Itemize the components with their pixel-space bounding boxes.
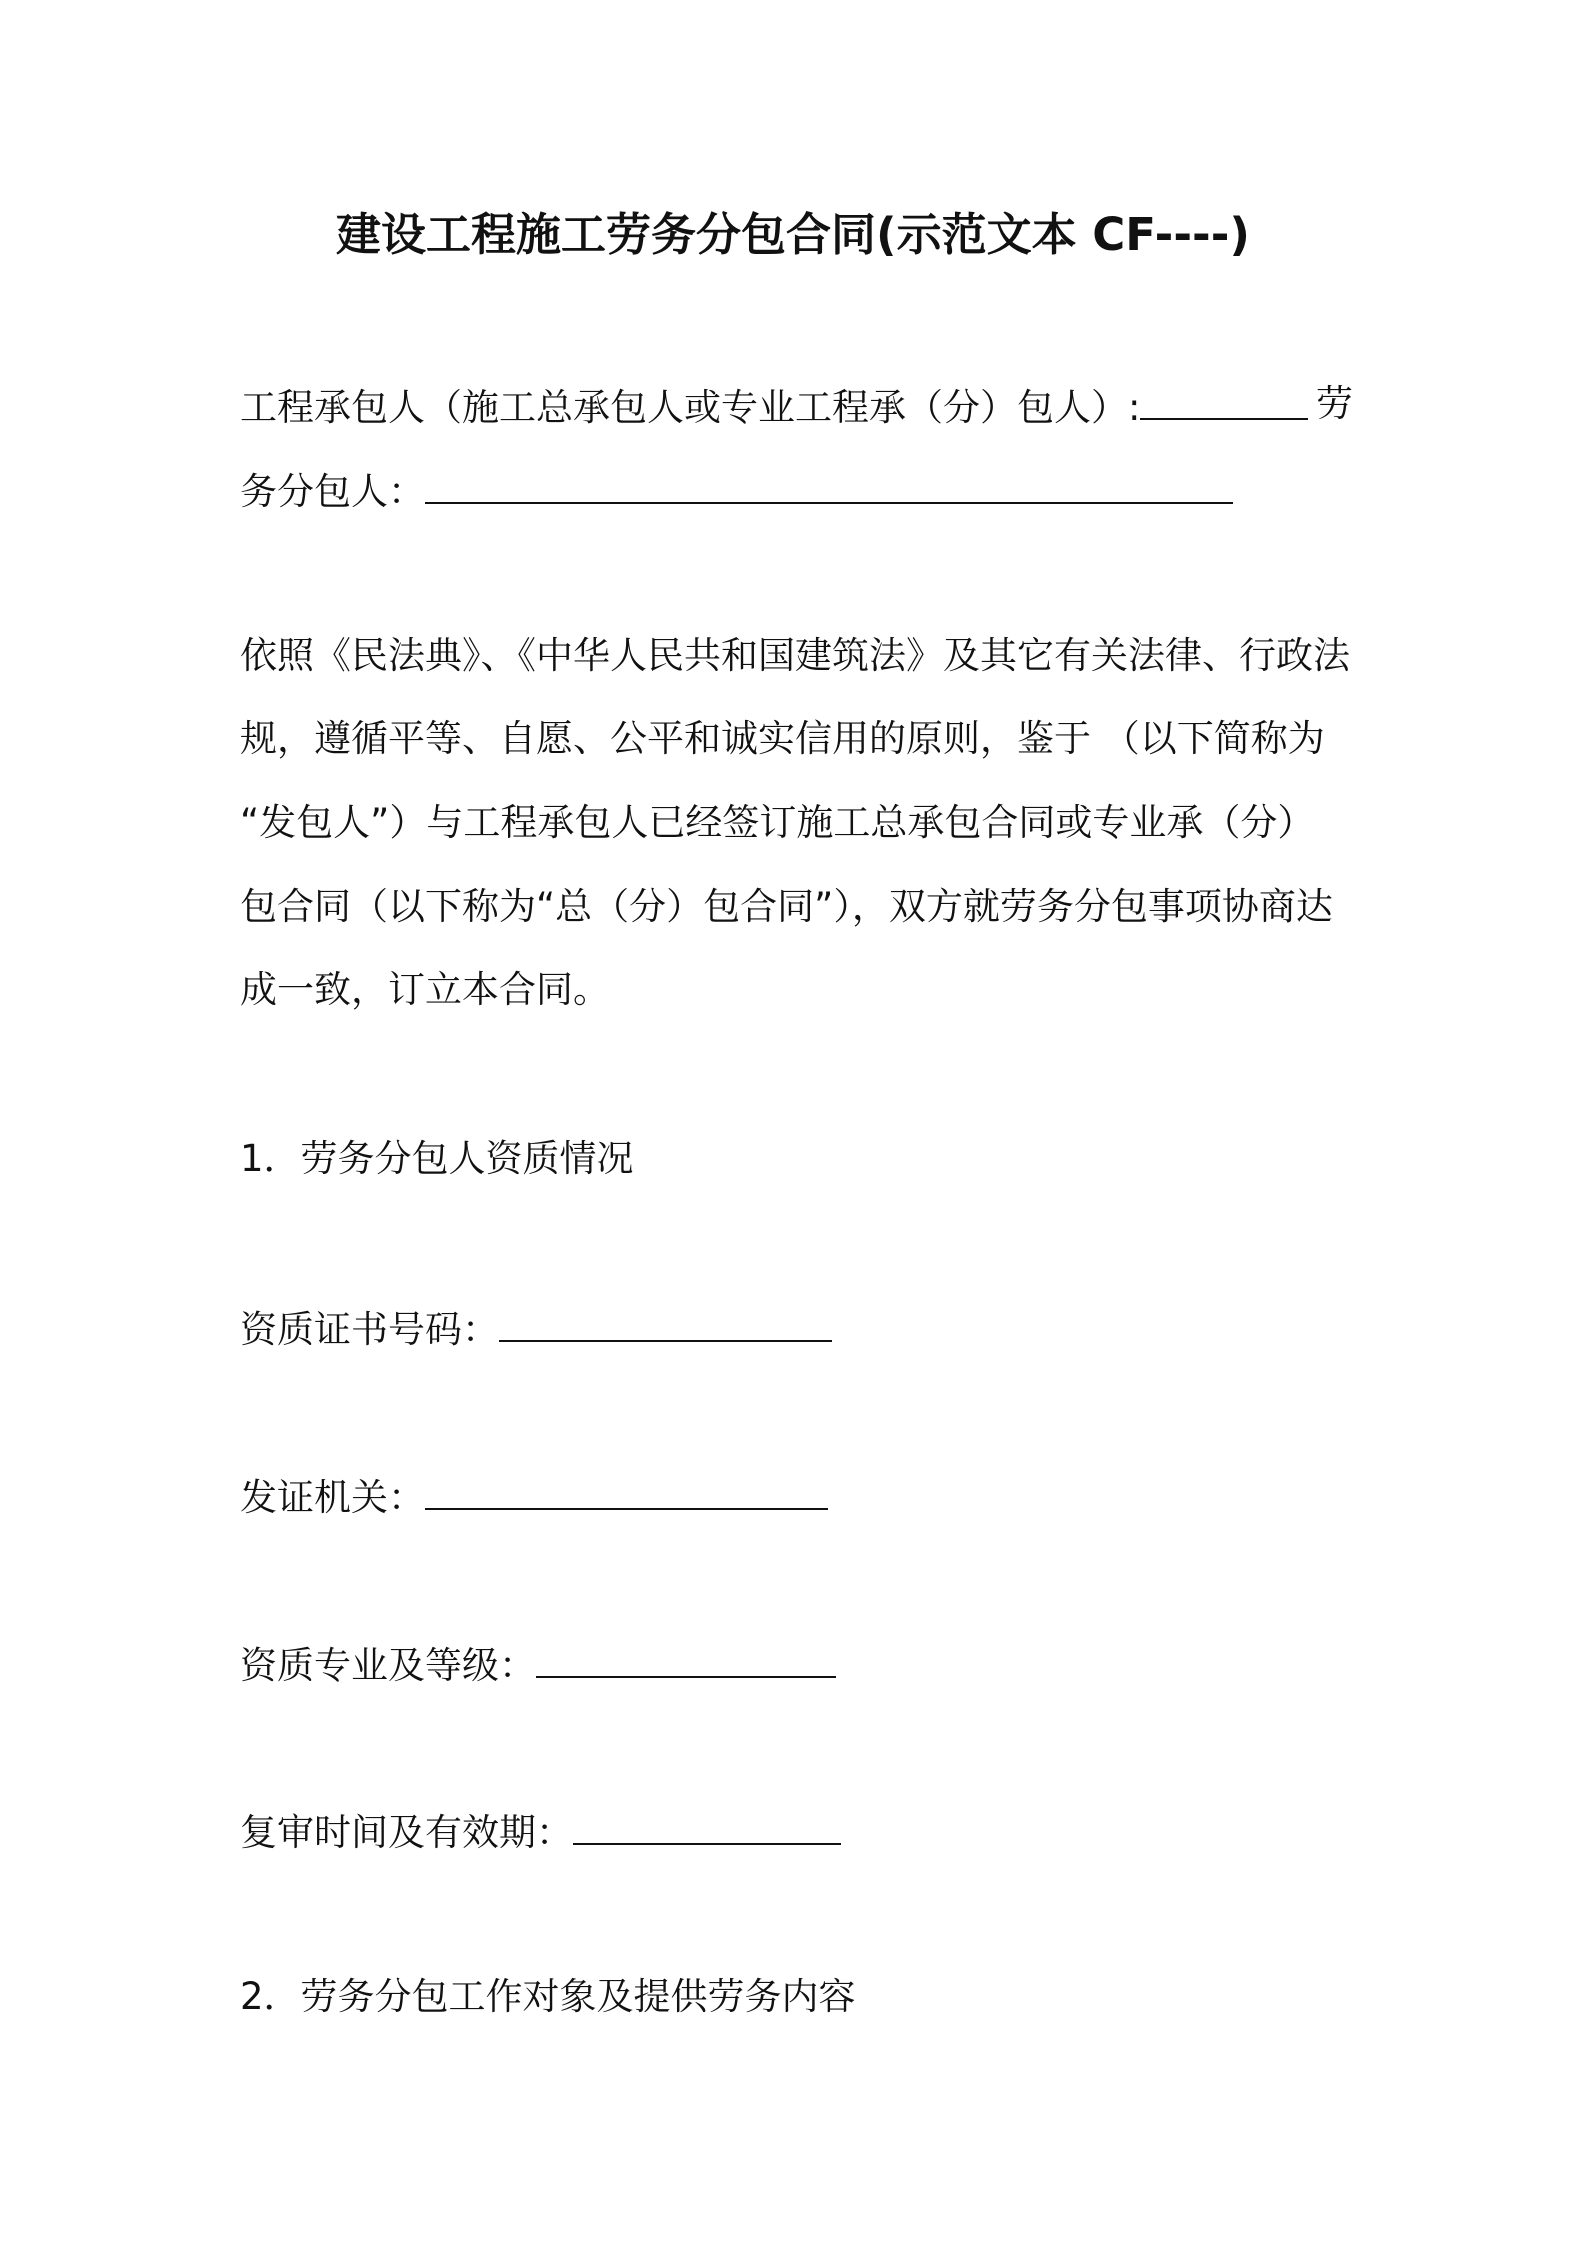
subcontractor-blank[interactable] (425, 462, 1233, 504)
preamble-line-3: “发包人”）与工程承包人已经签订施工总承包合同或专业承（分） (240, 801, 1315, 844)
field-review-validity-blank[interactable] (573, 1803, 841, 1845)
field-issuer (240, 1468, 828, 1524)
field-review-validity (240, 1803, 841, 1859)
contractor-label: 工程承包人（施工总承包人或专业工程承（分）包人）: (240, 386, 1141, 429)
field-cert-number-blank[interactable] (499, 1300, 832, 1342)
preamble-line-5: 成一致，订立本合同。 (240, 968, 610, 1011)
document-title: 建设工程施工劳务分包合同(示范文本 CF----) (336, 208, 1250, 261)
section1-heading: 1．劳务分包人资质情况 (240, 1137, 634, 1180)
subcontractor-line (240, 462, 1233, 518)
field-grade (240, 1636, 836, 1692)
subcontractor-label: 务分包人： (240, 470, 425, 513)
contractor-line (240, 378, 1308, 434)
section2-heading: 2．劳务分包工作对象及提供劳务内容 (240, 1975, 856, 2018)
contractor-blank[interactable] (1140, 378, 1308, 420)
preamble-line-2: 规，遵循平等、自愿、公平和诚实信用的原则，鉴于 （以下简称为 (240, 717, 1325, 760)
field-grade-blank[interactable] (536, 1636, 836, 1678)
preamble-line-4: 包合同（以下称为“总（分）包合同”），双方就劳务分包事项协商达 (240, 885, 1333, 928)
contractor-tail: 劳 (1316, 382, 1353, 425)
preamble-line-1: 依照《民法典》、《中华人民共和国建筑法》及其它有关法律、行政法 (240, 634, 1350, 677)
field-grade-label: 资质专业及等级： (240, 1644, 536, 1687)
field-issuer-blank[interactable] (425, 1468, 828, 1510)
field-issuer-label: 发证机关： (240, 1476, 425, 1519)
field-cert-number-label: 资质证书号码： (240, 1308, 499, 1351)
field-review-validity-label: 复审时间及有效期： (240, 1811, 573, 1854)
field-cert-number (240, 1300, 832, 1356)
